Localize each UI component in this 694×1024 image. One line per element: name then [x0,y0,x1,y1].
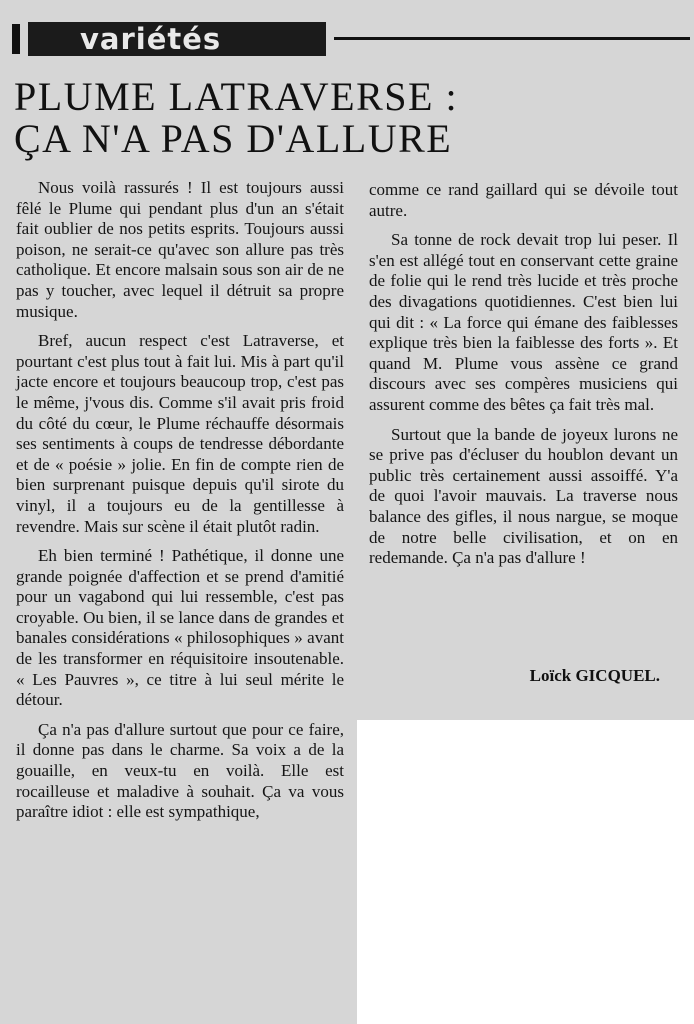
paragraph: Sa tonne de rock devait trop lui peser. Il s'en est allégé tout en conservant cette graine de folie qui le rend très lucide et très proche des divagations quotidiennes. C'est bien lui qui dit : « La force qui émane des faiblesses explique très bien la faiblesse des forts ». Et quand M. Plume vous assène ce grand discours avec ses compères musiciens qui assurent comme des bêtes ça fait très mal. [369,230,678,414]
headline-line-2: ÇA N'A PAS D'ALLURE [14,116,453,161]
section-rubric [12,18,682,62]
article-headline [14,76,684,160]
paragraph: Ça n'a pas d'allure surtout que pour ce faire, il donne pas dans le charme. Sa voix a de la gouaille, en veux-tu en voilà. Elle est rocailleuse et maladive à souhait. Ça va vous paraître idiot : elle est sympathique, [16,719,344,822]
article-column-right [369,180,678,578]
paragraph: Surtout que la bande de joyeux lurons ne se prive pas d'écluser du houblon devant un public très certainement aussi assoiffé. Y'a de quoi l'avoir mauvais. La traverse nous balance des gifles, il nous nargue, se moque de notre belle civilisation, et on en redemande. Ça n'a pas d'allure ! [369,424,678,568]
rubric-rule [334,37,690,40]
article-column-left [16,178,344,832]
paragraph: Nous voilà rassurés ! Il est toujours aussi fêlé le Plume qui pendant plus d'un an s'était fait oublier de nos petits esprits. Toujours aussi poison, ne serait-ce qu'avec son allure pas très catholique. Et encore malsain sous son air de ne pas y toucher, avec lequel il détruit sa propre musique. [16,178,344,321]
paragraph: Eh bien terminé ! Pathétique, il donne une grande poignée d'affection et se prend d'amitié pour un vagabond qui lui ressemble, c'est pas croyable. Ou bien, il se lance dans de grandes et banales considérations « philosophiques » avant de les transformer en réquisitoire insoutenable. « Les Pauvres », ce titre à lui seul mérite le détour. [16,546,344,710]
author-signature: Loïck GICQUEL. [529,666,660,685]
paragraph: comme ce rand gaillard qui se dévoile tout autre. [369,180,678,220]
headline-line-1: PLUME LATRAVERSE : [14,74,459,119]
rubric-label: variétés [28,22,326,56]
rubric-left-bar [12,24,20,54]
paragraph: Bref, aucun respect c'est Latraverse, et pourtant c'est plus tout à fait lui. Mis à part qu'il jacte encore et toujours beaucoup trop, c'est pas le même, j'vous dis. Comme s'il avait pris froid du côté du cœur, le Plume réchauffe désormais ses sentiments à coups de tendresse débordante et de « poésie » jolie. En fin de compte rien de bien surprenant puisque depuis qu'il sirote du vinyl, il a toujours eu de la gentillesse à revendre. Mais sur scène il était plutôt radin. [16,331,344,536]
